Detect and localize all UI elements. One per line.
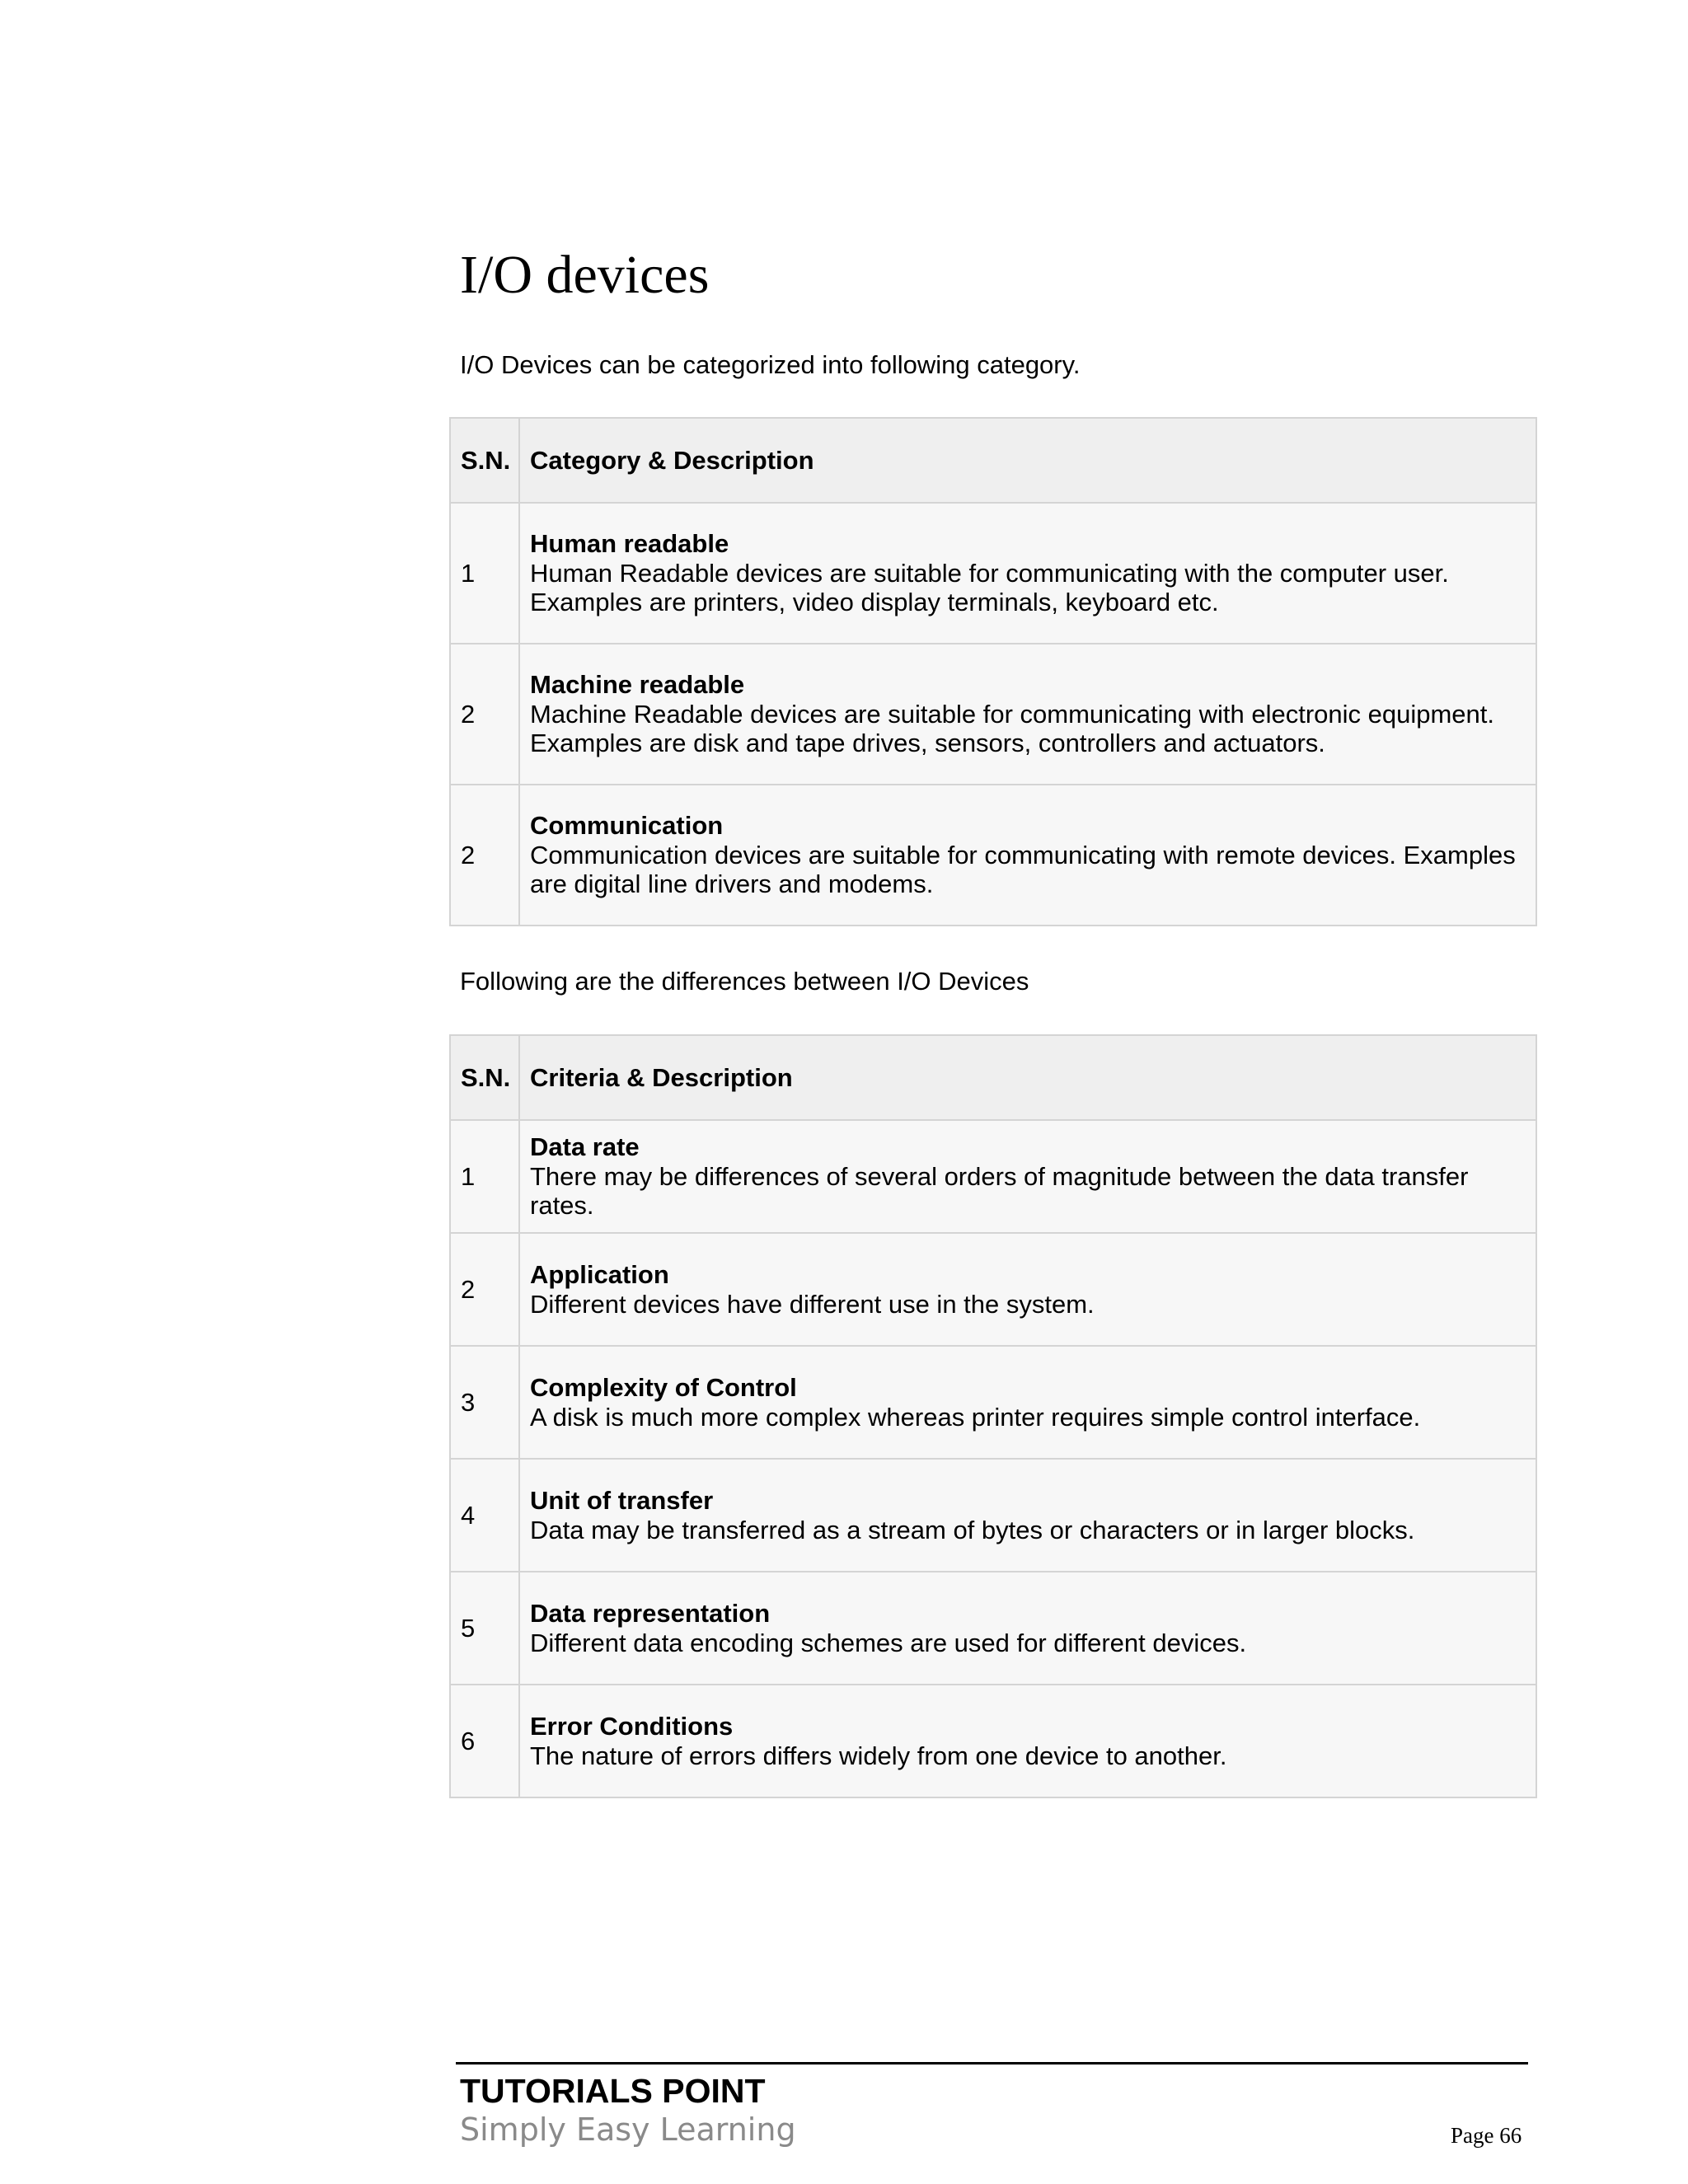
category-header: Category & Description	[519, 418, 1536, 503]
row-cell	[519, 1346, 1536, 1459]
footer-brand: TUTORIALS POINT	[460, 2072, 766, 2110]
differences-paragraph: Following are the differences between I/O Devices	[460, 967, 1029, 996]
row-cell	[519, 1572, 1536, 1685]
table-row	[450, 1459, 1536, 1572]
row-title: Complexity of Control	[530, 1372, 797, 1402]
table-header-row	[450, 418, 1536, 503]
row-number: 3	[450, 1346, 519, 1459]
row-title: Error Conditions	[530, 1711, 734, 1741]
table-row	[450, 785, 1536, 926]
row-cell	[519, 503, 1536, 644]
row-cell	[519, 1685, 1536, 1797]
footer-tagline: Simply Easy Learning	[460, 2111, 796, 2148]
row-description: Different data encoding schemes are used for different devices.	[530, 1628, 1247, 1657]
sn-header: S.N.	[450, 1035, 519, 1120]
row-description: Machine Readable devices are suitable for communicating with electronic equipment. Examples are disk and tape drives, sensors, controllers and actuators.	[530, 699, 1495, 758]
row-title: Communication	[530, 810, 724, 840]
row-number: 1	[450, 503, 519, 644]
row-description: Communication devices are suitable for communicating with remote devices. Examples are digital line drivers and modems.	[530, 840, 1516, 899]
row-title: Machine readable	[530, 669, 745, 699]
row-number: 4	[450, 1459, 519, 1572]
row-cell	[519, 644, 1536, 785]
row-title: Human readable	[530, 528, 729, 558]
row-title: Data representation	[530, 1598, 771, 1628]
table-row	[450, 503, 1536, 644]
row-cell	[519, 1459, 1536, 1572]
row-description: There may be differences of several orders of magnitude between the data transfer rates.	[530, 1161, 1469, 1221]
table-row	[450, 1572, 1536, 1685]
row-number: 5	[450, 1572, 519, 1685]
footer-divider	[456, 2062, 1528, 2064]
table-row	[450, 1233, 1536, 1346]
row-number: 2	[450, 644, 519, 785]
row-number: 2	[450, 1233, 519, 1346]
table-row	[450, 644, 1536, 785]
category-table	[449, 417, 1537, 926]
table-header-row	[450, 1035, 1536, 1120]
row-cell	[519, 1120, 1536, 1233]
page-title: I/O devices	[460, 245, 710, 305]
criteria-header: Criteria & Description	[519, 1035, 1536, 1120]
row-description: Data may be transferred as a stream of bytes or characters or in larger blocks.	[530, 1515, 1415, 1544]
row-number: 2	[450, 785, 519, 926]
table-row	[450, 1685, 1536, 1797]
row-number: 6	[450, 1685, 519, 1797]
row-number: 1	[450, 1120, 519, 1233]
row-description: A disk is much more complex whereas printer requires simple control interface.	[530, 1402, 1421, 1432]
page-number: Page 66	[1451, 2123, 1522, 2148]
row-title: Application	[530, 1259, 669, 1289]
row-description: The nature of errors differs widely from one device to another.	[530, 1741, 1227, 1770]
table-row	[450, 1346, 1536, 1459]
row-description: Human Readable devices are suitable for communicating with the computer user. Examples are printers, video display terminals, keyboard etc.	[530, 558, 1449, 617]
row-cell	[519, 785, 1536, 926]
sn-header: S.N.	[450, 418, 519, 503]
row-description: Different devices have different use in the system.	[530, 1289, 1095, 1319]
criteria-table	[449, 1034, 1537, 1798]
table-row	[450, 1120, 1536, 1233]
intro-paragraph: I/O Devices can be categorized into following category.	[460, 350, 1081, 379]
row-title: Data rate	[530, 1132, 640, 1161]
row-title: Unit of transfer	[530, 1485, 714, 1515]
row-cell	[519, 1233, 1536, 1346]
